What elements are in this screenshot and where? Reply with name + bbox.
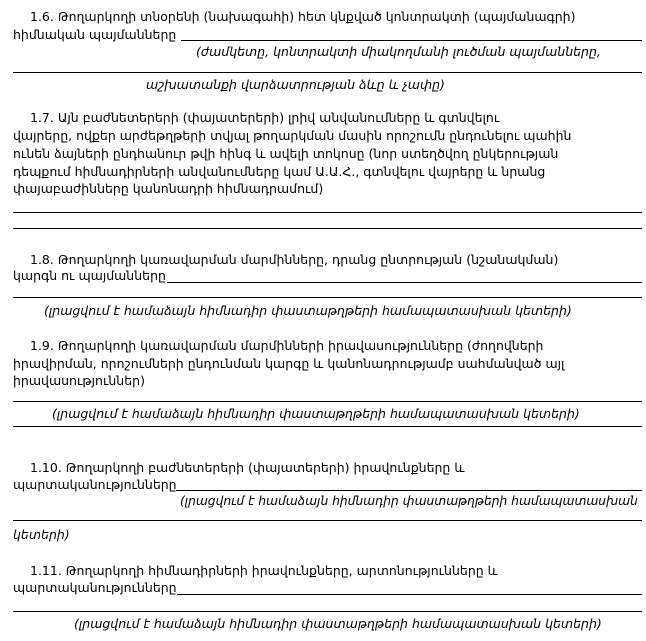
s110-line1: 1.10. Թողարկողի բաժնետերերի (փայատերերի) իրավունքները և (30, 460, 465, 475)
s111-line1: 1.11. Թողարկողի հիմնադիրների իրավունքները, արտոնությունները և (30, 563, 498, 578)
fill-line[interactable] (13, 72, 642, 73)
s110-hint1: (լրացվում է համաձայն հիմնադիր փաստաթղթերի համապատասխան (180, 494, 638, 508)
fill-line[interactable] (181, 40, 642, 41)
s19-line2: իրավիրման, որոշումների ընդունման կարգը և կանոնադրությամբ սահմանված այլ (13, 356, 565, 371)
s19-line3: իրավասություններ) (13, 373, 145, 388)
fill-line[interactable] (13, 401, 642, 402)
s111-line2: պարտականությունները (13, 580, 177, 595)
fill-line[interactable] (167, 282, 642, 283)
s17-line2: վայրերը, ովքեր արժեթղթերի տվյալ թողարկման մասին որոշումն ընդունելու պահին (13, 128, 572, 143)
s16-line2: հիմնական պայմանները (13, 27, 177, 42)
s18-hint: (լրացվում է համաձայն հիմնադիր փաստաթղթերի համապատասխան կետերի) (44, 303, 572, 318)
s17-line3: ունեն ձայների ընդհանուր թվի հինգ և ավելի տոկոսը (նոր ստեղծվող ընկերության (13, 146, 559, 161)
fill-line[interactable] (177, 594, 642, 595)
s16-hint2: աշխատանքի վարձատրության ձևը և չափը) (146, 77, 445, 92)
s16-hint1: (ժամկետը, կոնտրակտի միակողմանի լուծման պայմանները, (196, 44, 601, 59)
fill-line[interactable] (13, 426, 642, 427)
s17-line4: դեպքում հիմնադիրների անվանումները կամ Ա.Ա.Հ., գտնվելու վայրերը և նրանց (13, 164, 546, 179)
fill-line[interactable] (13, 228, 642, 229)
fill-line[interactable] (13, 520, 642, 521)
fill-line[interactable] (176, 490, 642, 491)
s19-line1: 1.9. Թողարկողի կառավարման մարմինների իրավասությունները (ժողովների (30, 338, 544, 353)
s18-line1: 1.8. Թողարկողի կառավարման մարմինները, դրանց ընտրության (նշանակման) (30, 252, 559, 267)
s16-line1: 1.6. Թողարկողի տնօրենի (նախագահի) հետ կնքված կոնտրակտի (պայմանագրի) (30, 9, 576, 24)
fill-line[interactable] (13, 212, 642, 213)
s110-line2: պարտականությունները (13, 477, 177, 492)
s111-hint: (լրացվում է համաձայն հիմնադիր փաստաթղթերի համապատասխան կետերի) (74, 616, 602, 631)
s18-line2: կարգն ու պայմանները (13, 268, 166, 283)
fill-line[interactable] (13, 611, 642, 612)
s17-line1: 1.7. Այն բաժնետերերի (փայատերերի) լրիվ անվանումները և գտնվելու (30, 110, 500, 125)
fill-line[interactable] (13, 297, 642, 298)
s19-hint: (լրացվում է համաձայն հիմնադիր փաստաթղթերի համապատասխան կետերի) (52, 406, 580, 421)
s17-line5: փայաբաժինները կանոնադրի հիմնադրամում) (13, 181, 324, 196)
s110-hint2: կետերի) (13, 527, 70, 542)
